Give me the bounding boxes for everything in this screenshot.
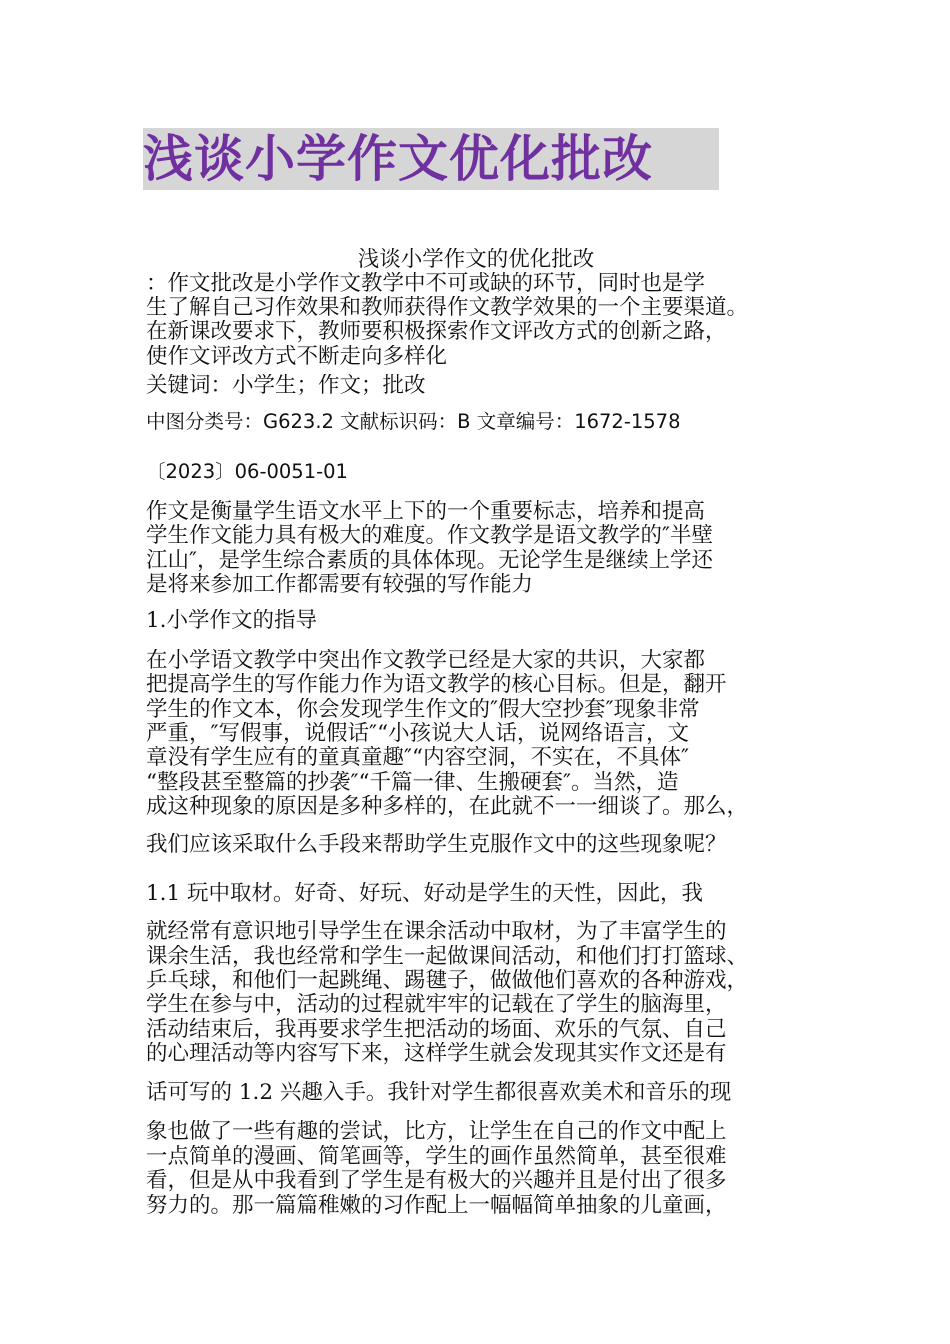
paragraph-line: 看，但是从中我看到了学生是有极大的兴趣并且是付出了很多 bbox=[146, 1169, 727, 1193]
paragraph-line: 学生作文能力具有极大的难度。作文教学是语文教学的″半壁 bbox=[146, 524, 714, 548]
classification-line: 〔2023〕06-0051-01 bbox=[146, 460, 348, 483]
paragraph-line: 乒乓球，和他们一起跳绳、踢毽子，做做他们喜欢的各种游戏， bbox=[146, 969, 749, 993]
paragraph-line: 江山″，是学生综合素质的具体体现。无论学生是继续上学还 bbox=[146, 549, 714, 573]
paragraph-line: 是将来参加工作都需要有较强的写作能力 bbox=[146, 573, 534, 597]
abstract-line: 在新课改要求下，教师要积极探索作文评改方式的创新之路， bbox=[146, 320, 727, 344]
article-subtitle: 浅谈小学作文的优化批改 bbox=[357, 248, 595, 272]
paragraph-line: 一点简单的漫画、简笔画等，学生的画作虽然简单，甚至很难 bbox=[146, 1145, 727, 1169]
paragraph-line: 象也做了一些有趣的尝试，比方，让学生在自己的作文中配上 bbox=[146, 1120, 727, 1144]
classification-line: 中图分类号：G623.2 文献标识码：B 文章编号：1672-1578 bbox=[146, 410, 681, 433]
paragraph-line: 把提高学生的写作能力作为语文教学的核心目标。但是，翻开 bbox=[146, 673, 727, 697]
paragraph-line: 成这种现象的原因是多种多样的，在此就不一一细谈了。那么， bbox=[146, 795, 749, 819]
paragraph-line: 1.1 玩中取材。好奇、好玩、好动是学生的天性，因此，我 bbox=[146, 882, 704, 906]
paragraph-line: 我们应该采取什么手段来帮助学生克服作文中的这些现象呢？ bbox=[146, 833, 727, 857]
paragraph-line: 学生的作文本，你会发现学生作文的″假大空抄套″现象非常 bbox=[146, 698, 700, 722]
paragraph-line: 课余生活，我也经常和学生一起做课间活动，和他们打打篮球、 bbox=[146, 945, 749, 969]
paragraph-line: 章没有学生应有的童真童趣″“内容空洞，不实在，不具体″ bbox=[146, 746, 690, 770]
section-heading: 1.小学作文的指导 bbox=[146, 609, 318, 633]
keywords-line: 关键词：小学生；作文；批改 bbox=[146, 374, 426, 398]
paragraph-line: “整段甚至整篇的抄袭″“千篇一律、生搬硬套″。当然，造 bbox=[146, 771, 679, 795]
paragraph-line: 作文是衡量学生语文水平上下的一个重要标志，培养和提高 bbox=[146, 500, 706, 524]
paragraph-line: 严重，″写假事，说假话″“小孩说大人话，说网络语言，文 bbox=[146, 722, 690, 746]
paragraph-line: 活动结束后，我再要求学生把活动的场面、欢乐的气氛、自己 bbox=[146, 1018, 727, 1042]
abstract-line: 生了解自己习作效果和教师获得作文教学效果的一个主要渠道。 bbox=[146, 296, 749, 320]
paragraph-line: 学生在参与中，活动的过程就牢牢的记载在了学生的脑海里， bbox=[146, 993, 727, 1017]
paragraph-line: 的心理活动等内容写下来，这样学生就会发现其实作文还是有 bbox=[146, 1042, 727, 1066]
paragraph-line: 就经常有意识地引导学生在课余活动中取材，为了丰富学生的 bbox=[146, 920, 727, 944]
paragraph-line: 话可写的 1.2 兴趣入手。我针对学生都很喜欢美术和音乐的现 bbox=[146, 1081, 732, 1105]
abstract-line: 使作文评改方式不断走向多样化 bbox=[146, 345, 448, 369]
paragraph-line: 在小学语文教学中突出作文教学已经是大家的共识，大家都 bbox=[146, 649, 706, 673]
document-title: 浅谈小学作文优化批改 bbox=[143, 128, 719, 190]
abstract-line: ：作文批改是小学作文教学中不可或缺的环节，同时也是学 bbox=[146, 272, 706, 296]
paragraph-line: 努力的。那一篇篇稚嫩的习作配上一幅幅简单抽象的儿童画， bbox=[146, 1194, 727, 1218]
